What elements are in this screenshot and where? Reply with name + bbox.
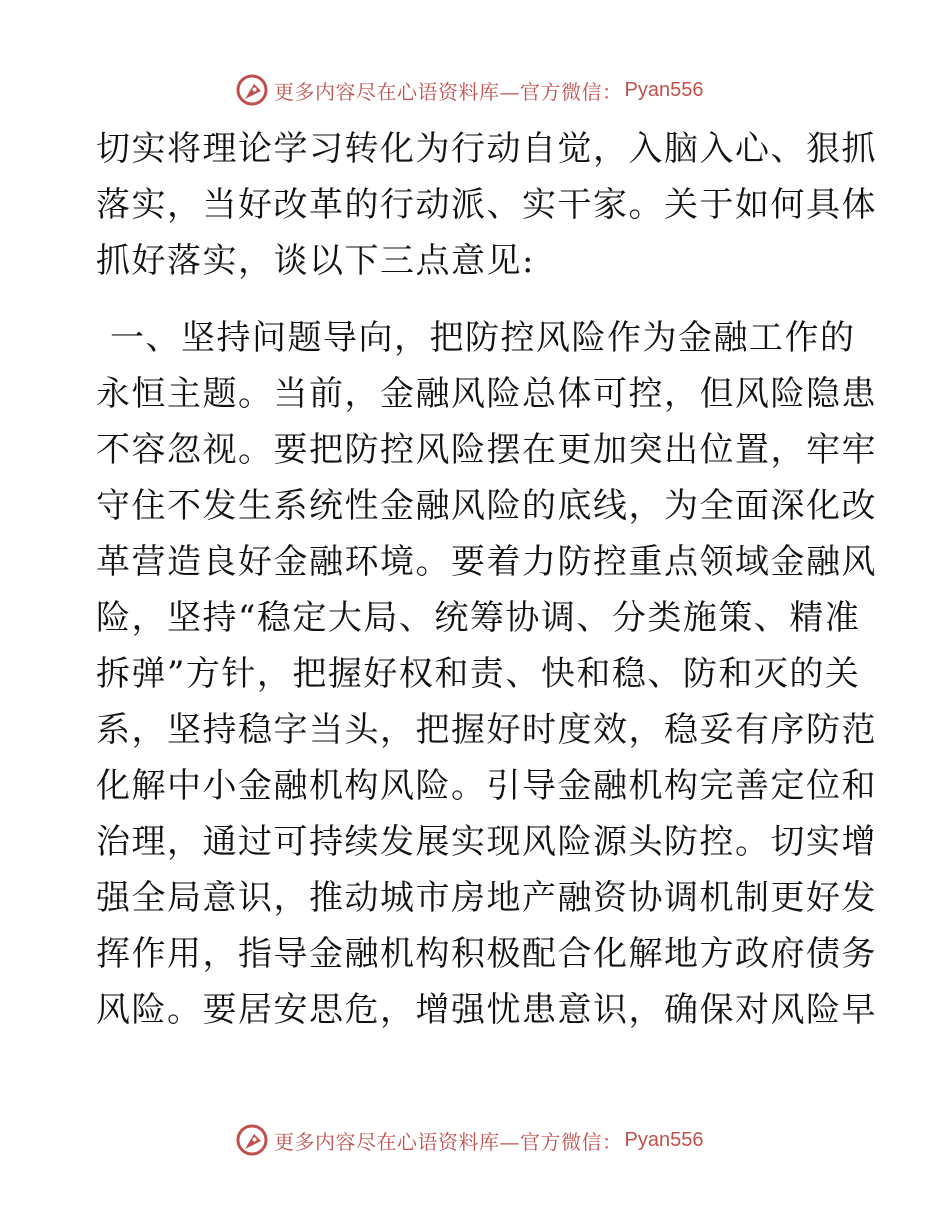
footer-watermark (234, 1122, 703, 1158)
text-line: 革营造良好金融环境。要着力防控重点领域金融风 (96, 542, 877, 582)
text-line: 落实，当好改革的行动派、实干家。关于如何具体 (96, 185, 877, 225)
section-heading-line: 一、坚持问题导向，把防控风险作为金融工作的 (110, 318, 856, 358)
text-line: 风险。要居安思危，增强忧患意识，确保对风险早 (96, 990, 877, 1030)
text-line: 不容忽视。要把防控风险摆在更加突出位置，牢牢 (96, 430, 877, 470)
pen-nib-logo-icon (234, 1122, 270, 1158)
text-line: 系，坚持稳字当头，把握好时度效，稳妥有序防范 (96, 710, 877, 750)
text-line: 险，坚持“稳定大局、统筹协调、分类施策、精准 (96, 598, 861, 638)
text-line: 拆弹”方针，把握好权和责、快和稳、防和灭的关 (96, 654, 861, 694)
pen-nib-logo-icon (234, 72, 270, 108)
text-line: 永恒主题。当前，金融风险总体可控，但风险隐患 (96, 374, 877, 414)
paragraph-section-one (96, 310, 877, 1038)
text-line: 强全局意识，推动城市房地产融资协调机制更好发 (96, 878, 877, 918)
text-line: 抓好落实，谈以下三点意见: (96, 241, 535, 281)
watermark-wechat-id: Pyan556 (624, 78, 704, 101)
text-line: 守住不发生系统性金融风险的底线，为全面深化改 (96, 486, 877, 526)
watermark-label: 更多内容尽在心语资料库—官方微信： (274, 79, 623, 104)
header-watermark (234, 72, 703, 108)
text-line: 切实将理论学习转化为行动自觉，入脑入心、狠抓 (96, 129, 877, 169)
text-line: 挥作用，指导金融机构积极配合化解地方政府债务 (96, 934, 877, 974)
text-line: 化解中小金融机构风险。引导金融机构完善定位和 (96, 766, 877, 806)
text-line: 治理，通过可持续发展实现风险源头防控。切实增 (96, 822, 877, 862)
paragraph-intro (96, 121, 877, 289)
watermark-label: 更多内容尽在心语资料库—官方微信： (274, 1129, 623, 1154)
watermark-wechat-id: Pyan556 (624, 1128, 704, 1151)
